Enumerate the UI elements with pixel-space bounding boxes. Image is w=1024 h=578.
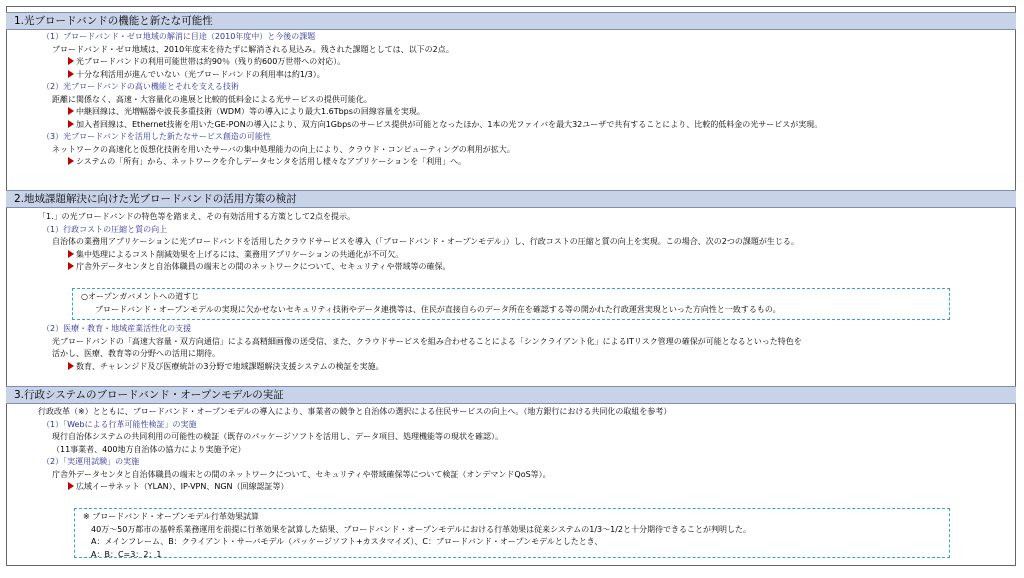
s2-text: 光ブロードバンドの「高速大容量・双方向通信」による高精細画像の送受信、また、クラウドサービスを組み合わせることによる「シンクライアント化」によるITリスク管理の確保が可能となるといった特色を — [52, 336, 802, 346]
s2-text: 自治体の業務用アプリケーションに光ブロードバンドを活用したクラウドサービスを導入（「ブロードバンド・オープンモデル」）し、行政コストの圧縮と質の向上を実現。この場合、次の2つの課題が生じる。 — [52, 237, 799, 246]
open-government-note — [72, 288, 950, 320]
s1-text: ネットワークの高速化と仮想化技術を用いたサーバの集中処理能力の向上により、クラウド・コンピューティングの利用が拡大。 — [52, 144, 515, 154]
s3-heading-2: （2）「実運用試験」の実施 — [42, 457, 140, 466]
s3-intro: 行政改革（※）とともに、ブロードバンド・オープンモデルの導入により、事業者の競争と自治体の選択による住民サービスの向上へ。（地方銀行における共同化の取組を参考） — [38, 407, 672, 416]
section-2-continued — [6, 323, 1016, 373]
bullet-triangle-icon — [68, 262, 74, 270]
bullet-triangle-icon — [68, 107, 74, 115]
section-2 — [6, 190, 1016, 274]
note-text: 40万～50万都市の基幹系業務運用を前提に行革効果を試算した結果、ブロードバンド・オープンモデルにおける行革効果は従来システムの1/3～1/2と十分期待できることが判明した。 — [91, 524, 752, 534]
s2-bullet: 数育、チャレンジド及び医療統計の3分野で地域課題解決支援システムの検証を実施。 — [6, 361, 1016, 374]
note-text: ブロードバンド・オープンモデルの実現に欠かせないセキュリティ技術やデータ連携等は、住民が直接自らのデータ所在を確認する等の開かれた行政運営実現といった方向性と一致するもの。 — [95, 304, 781, 314]
s1-bullet: システムの「所有」から、ネットワークを介しデータセンタを活用し様々なアプリケーションを「利用」へ。 — [6, 156, 1016, 169]
s2-heading-2: （2）医療・教育・地域産業活性化の支援 — [42, 324, 192, 333]
bullet-triangle-icon — [68, 362, 74, 370]
s2-text: 活かし、医療、教育等の分野への活用に期待。 — [52, 349, 220, 358]
bullet-triangle-icon — [68, 482, 74, 490]
s1-heading-1: （1）ブロードバンド・ゼロ地域の解消に目途（2010年度中）と今後の課題 — [42, 32, 316, 41]
s1-bullet: 中継回線は、光増幅器や波長多重技術（WDM）等の導入により最大1.6Tbpsの回線容量を実現。 — [6, 106, 1016, 119]
s1-text: 距離に関係なく、高速・大容量化の進展と比較的低料金による光サービスの提供可能化。 — [52, 94, 372, 104]
s2-bullet: 集中処理によるコスト削減効果を上げるには、業務用アプリケーションの共通化が不可欠。 — [6, 249, 1016, 262]
bullet-triangle-icon — [68, 250, 74, 258]
s1-heading-2: （2）光ブロードバンドの高い機能とそれを支える技術 — [42, 82, 239, 91]
note-text: A：メインフレーム、B：クライアント・サーバモデル（パッケージソフト+カスタマイズ）、C：ブロードバンド・オープンモデルとしたとき、 — [91, 537, 603, 546]
s3-text: （11事業者、400地方自治体の協力により実施予定） — [52, 444, 246, 454]
s2-bullet: 庁舎外データセンタと自治体職員の端末との間のネットワークについて、セキュリティや帯域等の確保。 — [6, 261, 1016, 274]
note-title: ○オープンガバメントへの道すじ — [81, 292, 200, 301]
section-2-title: 2.地域課題解決に向けた光ブロードバンドの活用方策の検討 — [6, 190, 1016, 208]
section-3 — [6, 386, 1016, 494]
s1-heading-3: （3）光ブロードバンドを活用した新たなサービス創造の可能性 — [42, 132, 271, 141]
bullet-triangle-icon — [68, 70, 74, 78]
s1-bullet: 十分な利活用が進んでいない（光ブロードバンドの利用率は約1/3）。 — [6, 69, 1016, 82]
s1-text: ブロードバンド・ゼロ地域は、2010年度末を待たずに解消される見込み。残された課題としては、以下の2点。 — [52, 44, 454, 54]
bullet-triangle-icon — [68, 120, 74, 128]
section-3-title: 3.行政システムのブロードバンド・オープンモデルの実証 — [6, 386, 1016, 404]
s2-heading-1: （1）行政コストの圧縮と質の向上 — [42, 224, 168, 234]
s3-text: 現行自治体システムの共同利用の可能性の検証（既存のパッケージソフトを活用し、データ項目、処理機能等の現状を確認）。 — [52, 432, 504, 441]
bullet-triangle-icon — [68, 57, 74, 65]
bullet-triangle-icon — [68, 157, 74, 165]
s1-bullet: 光ブロードバンドの利用可能世帯は約90％（残り約600万世帯への対応）。 — [6, 56, 1016, 69]
s3-text: 庁舎外データセンタと自治体職員の端末との間のネットワークについて、セキュリティや帯域確保等について検証（オンデマンドQoS等）。 — [52, 469, 551, 479]
s3-heading-1: （1）「Webによる行革可能性検証」の実施 — [42, 419, 197, 429]
note-ratio: A：B：C=3：2：1 — [91, 549, 162, 559]
section-1-title: 1.光ブロードバンドの機能と新たな可能性 — [6, 12, 1016, 30]
section-1 — [6, 12, 1016, 169]
reform-effect-note — [74, 508, 950, 558]
s1-bullet: 加入者回線は、Ethernet技術を用いたGE-PONの導入により、双方向1Gbpsのサービス提供が可能となったほか、1本の光ファイバを最大32ユーザで共有することにより、比較的低料金の光サービスが実現。 — [6, 119, 1016, 132]
s3-bullet: 広域イーサネット（YLAN）、IP-VPN、NGN（回線認証等） — [6, 481, 1016, 494]
note-title: ※ ブロードバンド・オープンモデル行革効果試算 — [83, 512, 259, 521]
s2-intro: 「1.」の光ブロードバンドの特色等を踏まえ、その有効活用する方策として2点を提示。 — [38, 212, 356, 221]
